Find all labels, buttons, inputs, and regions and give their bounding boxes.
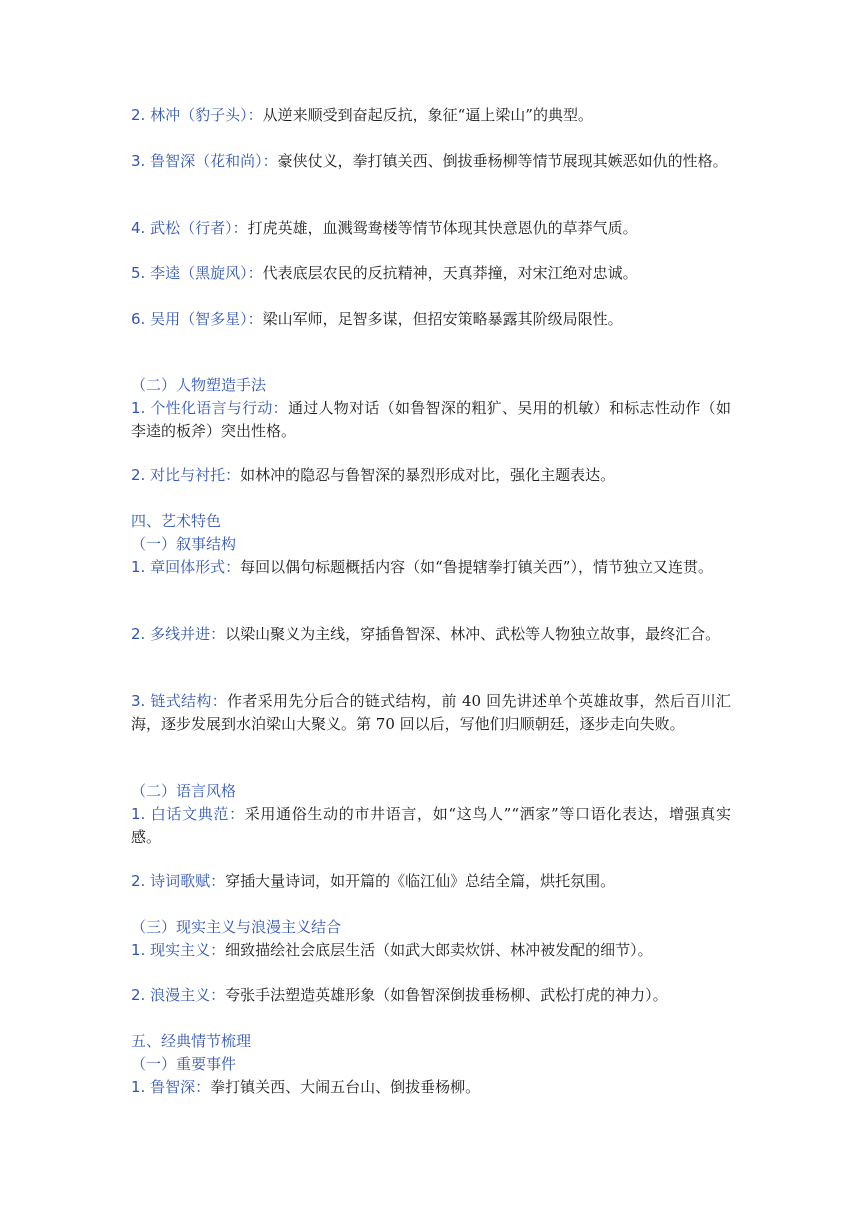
- item-label: 对比与衬托：: [150, 466, 241, 484]
- item-text: 夸张手法塑造英雄形象（如鲁智深倒拔垂杨柳、武松打虎的神力）。: [225, 986, 668, 1004]
- character-wu-song: [131, 217, 731, 240]
- paragraph-events-1: [131, 1076, 731, 1099]
- paragraph-narrative-3: [131, 690, 731, 736]
- item-label: 鲁智深：: [150, 1078, 211, 1096]
- item-label: 多线并进：: [150, 625, 226, 643]
- paragraph-narrative-2: [131, 623, 731, 646]
- item-number: 2.: [131, 872, 146, 890]
- item-text: 从逆来顺受到奋起反抗，象征“逼上梁山”的典型。: [262, 106, 593, 124]
- item-label: 吴用（智多星）：: [150, 310, 263, 328]
- item-text: 如林冲的隐忍与鲁智深的暴烈形成对比，强化主题表达。: [240, 466, 616, 484]
- item-label: 鲁智深（花和尚）：: [150, 152, 278, 170]
- item-text: 豪侠仗义，拳打镇关西、倒拔垂杨柳等情节展现其嫉恶如仇的性格。: [277, 152, 728, 170]
- item-label: 浪漫主义：: [150, 986, 226, 1004]
- paragraph-characterization-1: [131, 397, 731, 443]
- item-text: 以梁山聚义为主线，穿插鲁智深、林冲、武松等人物独立故事，最终汇合。: [225, 625, 721, 643]
- item-text: 拳打镇关西、大闹五台山、倒拔垂杨柳。: [210, 1078, 481, 1096]
- character-li-kui: [131, 262, 731, 285]
- paragraph-language-1: [131, 803, 731, 849]
- paragraph-realism: [131, 939, 731, 962]
- paragraph-romanticism: [131, 984, 731, 1007]
- paragraph-characterization-2: [131, 464, 731, 487]
- item-text: 通过人物对话（如鲁智深的粗犷、吴用的机敏）和标志性动作（如李逵的板斧）突出性格。: [131, 399, 731, 440]
- section-heading: （二）语言风格: [131, 782, 237, 800]
- item-text: 打虎英雄，血溅鸳鸯楼等情节体现其快意恩仇的草莽气质。: [247, 219, 638, 237]
- paragraph-narrative-1: [131, 556, 731, 579]
- item-label: 诗词歌赋：: [150, 872, 226, 890]
- item-number: 1.: [131, 558, 146, 576]
- item-number: 1.: [131, 1078, 146, 1096]
- item-number: 1.: [131, 399, 146, 417]
- item-text: 每回以偶句标题概括内容（如“鲁提辖拳打镇关西”），情节独立又连贯。: [240, 558, 713, 576]
- character-wu-yong: [131, 308, 731, 331]
- item-number: 4.: [131, 219, 146, 237]
- item-number: 1.: [131, 805, 146, 823]
- item-label: 链式结构：: [150, 692, 228, 710]
- item-number: 2.: [131, 625, 146, 643]
- item-label: 章回体形式：: [150, 558, 241, 576]
- item-label: 林冲（豹子头）：: [150, 106, 263, 124]
- item-number: 2.: [131, 106, 146, 124]
- section-heading: （一）重要事件: [131, 1055, 237, 1073]
- item-label: 个性化语言与行动：: [150, 399, 288, 417]
- chapter-heading: 四、艺术特色: [131, 512, 222, 530]
- item-number: 3.: [131, 692, 146, 710]
- item-label: 现实主义：: [150, 941, 226, 959]
- item-number: 5.: [131, 264, 146, 282]
- section-heading: （二）人物塑造手法: [131, 376, 267, 394]
- chapter-heading: 五、经典情节梳理: [131, 1032, 252, 1050]
- item-text: 代表底层农民的反抗精神，天真莽撞，对宋江绝对忠诚。: [262, 264, 638, 282]
- item-label: 武松（行者）：: [150, 219, 248, 237]
- item-text: 梁山军师，足智多谋，但招安策略暴露其阶级局限性。: [262, 310, 623, 328]
- item-text: 作者采用先分后合的链式结构，前 40 回先讲述单个英雄故事，然后百川汇海，逐步发展到水泊梁山大聚义。第 70 回以后，写他们归顺朝廷，逐步走向失败。: [131, 692, 731, 733]
- section-heading: （三）现实主义与浪漫主义结合: [131, 918, 342, 936]
- item-number: 1.: [131, 941, 146, 959]
- item-text: 穿插大量诗词，如开篇的《临江仙》总结全篇，烘托氛围。: [225, 872, 616, 890]
- item-text: 细致描绘社会底层生活（如武大郎卖炊饼、林冲被发配的细节）。: [225, 941, 653, 959]
- section-heading: （一）叙事结构: [131, 535, 237, 553]
- item-number: 2.: [131, 466, 146, 484]
- item-number: 6.: [131, 310, 146, 328]
- item-label: 李逵（黑旋风）：: [150, 264, 263, 282]
- character-lin-chong: [131, 104, 731, 127]
- item-text: 采用通俗生动的市井语言，如“这鸟人”“洒家”等口语化表达，增强真实感。: [131, 805, 731, 846]
- paragraph-language-2: [131, 870, 731, 893]
- item-number: 2.: [131, 986, 146, 1004]
- item-number: 3.: [131, 152, 146, 170]
- character-lu-zhishen: [131, 150, 731, 173]
- item-label: 白话文典范：: [150, 805, 245, 823]
